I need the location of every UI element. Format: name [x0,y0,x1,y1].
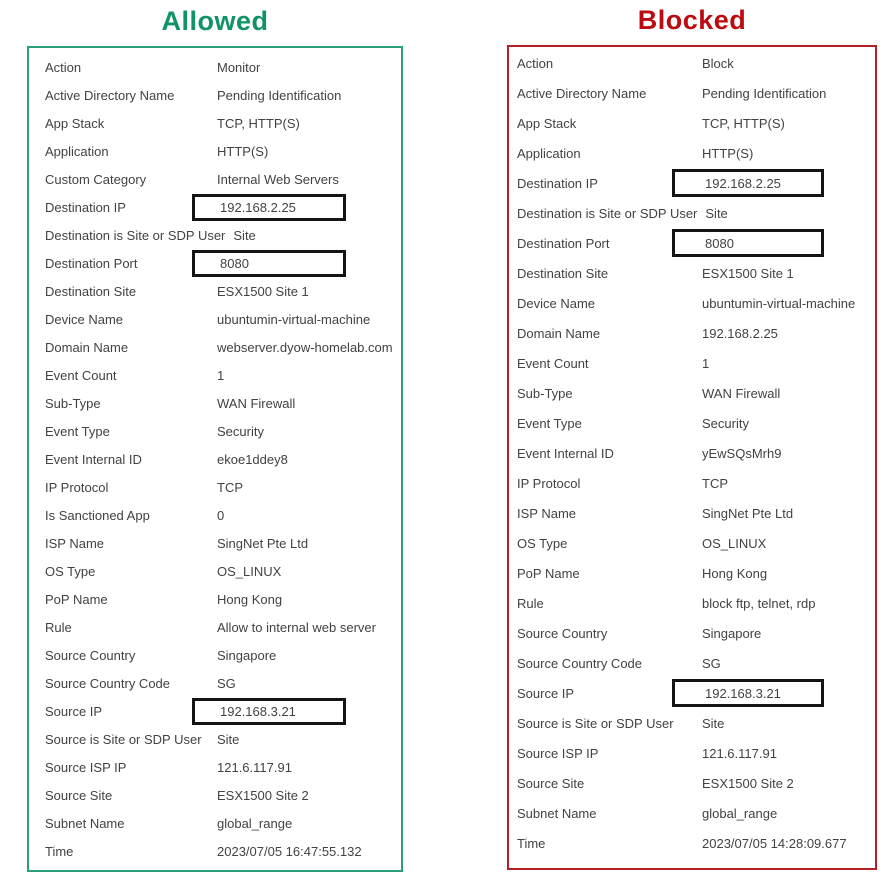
blocked-event-panel [507,45,877,870]
field-row [29,837,401,865]
field-value: ekoe1ddey8 [217,451,288,467]
field-label: Event Type [517,415,582,431]
field-row [29,445,401,473]
field-value: TCP, HTTP(S) [702,115,785,131]
field-value: WAN Firewall [217,395,296,411]
field-row [509,258,875,288]
field-label: Subnet Name [45,815,125,831]
field-label: Source IP [45,703,103,719]
field-row [509,588,875,618]
field-label: Event Internal ID [45,451,142,467]
field-value: ESX1500 Site 1 [217,283,309,299]
field-row [509,48,875,78]
field-row [509,618,875,648]
field-label: Domain Name [45,339,129,355]
field-label: App Stack [45,115,105,131]
field-label: Application [45,143,109,159]
blocked-field-list [509,48,875,858]
field-label: Sub-Type [517,385,573,401]
field-label: Source Country [45,647,136,663]
field-value: TCP, HTTP(S) [217,115,300,131]
blocked-column [507,0,877,870]
field-value: SG [702,655,721,671]
field-value: SG [217,675,236,691]
field-label: Device Name [45,311,124,327]
field-row [29,165,401,193]
field-value: 2023/07/05 14:28:09.677 [702,835,847,851]
field-label: ISP Name [517,505,577,521]
field-value: Pending Identification [217,87,342,103]
field-value: Block [702,55,734,71]
field-value: ubuntumin-virtual-machine [702,295,856,311]
field-label: OS Type [517,535,568,551]
field-label: Domain Name [517,325,601,341]
field-row [509,228,875,258]
field-label: Event Type [45,423,110,439]
field-row [509,768,875,798]
field-label: Event Internal ID [517,445,614,461]
field-label: Source is Site or SDP User [517,715,674,731]
field-label: PoP Name [517,565,580,581]
field-value: OS_LINUX [217,563,282,579]
field-value: Internal Web Servers [217,171,339,187]
field-label: Active Directory Name [45,87,175,103]
field-value: HTTP(S) [217,143,269,159]
field-value: Monitor [217,59,261,75]
field-label: Rule [45,619,72,635]
highlighted-field-value: 8080 [192,250,346,277]
field-row [509,498,875,528]
allowed-field-list [29,53,401,865]
field-row [509,708,875,738]
field-label: Source ISP IP [45,759,127,775]
field-row [29,725,401,753]
field-value: ESX1500 Site 2 [702,775,794,791]
field-row [29,137,401,165]
field-value: Singapore [217,647,277,663]
field-row [509,798,875,828]
field-label: Rule [517,595,544,611]
field-row [29,249,401,277]
field-row [509,318,875,348]
field-row [509,468,875,498]
field-value: Site [705,205,728,221]
field-row [29,193,401,221]
field-value: Site [702,715,725,731]
field-row [509,828,875,858]
field-value: 121.6.117.91 [702,745,777,761]
field-row [509,348,875,378]
field-value: HTTP(S) [702,145,754,161]
field-row [29,81,401,109]
field-label: Destination Site [45,283,137,299]
field-value: 121.6.117.91 [217,759,292,775]
field-value: ESX1500 Site 1 [702,265,794,281]
highlighted-field-value: 192.168.2.25 [192,194,346,221]
allowed-title: Allowed [161,6,269,36]
field-row [29,809,401,837]
field-value: Security [217,423,264,439]
field-row [509,408,875,438]
field-row [509,138,875,168]
field-label: Is Sanctioned App [45,507,150,523]
field-row [509,738,875,768]
field-label: Source is Site or SDP User [45,731,202,747]
field-row [29,529,401,557]
field-value: SingNet Pte Ltd [217,535,309,551]
field-label: Source Site [45,787,113,803]
field-label: Source ISP IP [517,745,599,761]
field-value: Hong Kong [217,591,283,607]
highlighted-field-value: 192.168.2.25 [672,169,824,197]
field-row [509,558,875,588]
field-label: OS Type [45,563,96,579]
field-row [509,198,875,228]
field-label: Active Directory Name [517,85,647,101]
field-row [29,361,401,389]
field-label: Application [517,145,581,161]
field-value: 1 [217,367,225,383]
field-row [29,277,401,305]
field-row [509,78,875,108]
field-row [509,168,875,198]
field-label: Destination is Site or SDP User [517,205,698,221]
field-value: WAN Firewall [702,385,781,401]
field-label: Device Name [517,295,596,311]
field-value: yEwSQsMrh9 [702,445,782,461]
field-value: Security [702,415,749,431]
field-row [509,288,875,318]
field-row [29,53,401,81]
field-row [509,528,875,558]
blocked-title: Blocked [637,5,747,35]
field-label: IP Protocol [45,479,109,495]
allowed-event-panel [27,46,403,872]
field-label: Destination Site [517,265,609,281]
field-label: Destination Port [45,255,138,271]
field-label: Source Country [517,625,608,641]
field-row [509,678,875,708]
field-value: 0 [217,507,225,523]
field-row [29,557,401,585]
field-value: Singapore [702,625,762,641]
highlighted-field-value: 192.168.3.21 [192,698,346,725]
field-value: TCP [217,479,243,495]
field-value: ubuntumin-virtual-machine [217,311,371,327]
field-value: TCP [702,475,728,491]
field-label: Source IP [517,685,575,701]
field-row [509,438,875,468]
field-value: webserver.dyow-homelab.com [217,339,393,355]
field-label: Destination IP [517,175,598,191]
field-value: OS_LINUX [702,535,767,551]
field-value: Site [233,227,256,243]
field-value: Pending Identification [702,85,827,101]
field-row [29,417,401,445]
field-label: Time [517,835,546,851]
field-value: 1 [702,355,710,371]
allowed-column [27,0,403,872]
field-value: global_range [217,815,293,831]
field-row [29,501,401,529]
field-value: Hong Kong [702,565,768,581]
field-label: Custom Category [45,171,147,187]
field-value: Site [217,731,240,747]
field-row [29,473,401,501]
field-label: Source Country Code [517,655,643,671]
field-value: ESX1500 Site 2 [217,787,309,803]
field-row [509,108,875,138]
field-label: Source Site [517,775,585,791]
field-label: Event Count [517,355,589,371]
field-label: Sub-Type [45,395,101,411]
field-label: Destination Port [517,235,610,251]
field-label: Source Country Code [45,675,171,691]
field-value: SingNet Pte Ltd [702,505,794,521]
field-value: 2023/07/05 16:47:55.132 [217,843,362,859]
field-row [29,389,401,417]
field-row [29,641,401,669]
field-label: Time [45,843,74,859]
field-value: global_range [702,805,778,821]
field-row [29,221,401,249]
field-label: App Stack [517,115,577,131]
field-value: 192.168.2.25 [702,325,778,341]
field-label: Event Count [45,367,117,383]
highlighted-field-value: 192.168.3.21 [672,679,824,707]
field-label: ISP Name [45,535,105,551]
field-row [29,669,401,697]
field-label: IP Protocol [517,475,581,491]
field-row [29,613,401,641]
field-label: Subnet Name [517,805,597,821]
field-value: block ftp, telnet, rdp [702,595,816,611]
field-label: Action [45,59,82,75]
field-row [29,753,401,781]
field-row [29,333,401,361]
field-label: Destination IP [45,199,126,215]
field-label: Action [517,55,554,71]
field-row [29,781,401,809]
field-label: Destination is Site or SDP User [45,227,226,243]
field-row [29,697,401,725]
field-row [29,585,401,613]
field-row [509,378,875,408]
field-row [29,305,401,333]
field-row [29,109,401,137]
highlighted-field-value: 8080 [672,229,824,257]
field-row [509,648,875,678]
field-value: Allow to internal web server [217,619,376,635]
field-label: PoP Name [45,591,108,607]
